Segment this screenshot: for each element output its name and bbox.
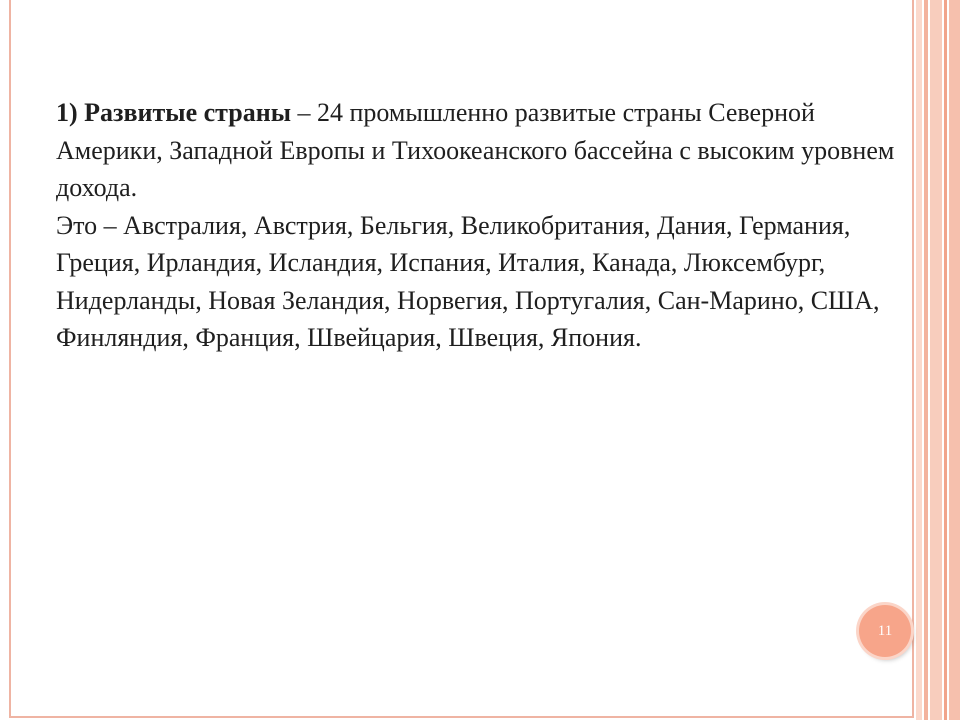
stripe-3	[930, 0, 942, 720]
page-number-badge	[859, 605, 911, 657]
stripe-4	[944, 0, 947, 720]
definition-text: – 24 промышленно развитые страны Северной Америки, Западной Европы и Тихоокеанского бассейна с высоким уровнем дохода.	[56, 98, 895, 202]
page-number: 11	[877, 622, 893, 639]
countries-paragraph: Это – Австралия, Австрия, Бельгия, Великобритания, Дания, Германия, Греция, Ирландия, Исландия, Испания, Италия, Канада, Люксембург, Нидерланды, Новая Зеландия, Норвегия, Португалия, Сан-Марино, США, Финляндия, Франция, Швейцария, Швеция, Япония.	[56, 210, 880, 352]
stripe-1	[916, 0, 922, 720]
stripe-5	[949, 0, 960, 720]
stripe-2	[924, 0, 928, 720]
slide-body	[56, 94, 906, 357]
definition-paragraph	[56, 94, 906, 207]
decorative-stripes	[916, 0, 960, 720]
definition-term: 1) Развитые страны	[56, 98, 291, 127]
